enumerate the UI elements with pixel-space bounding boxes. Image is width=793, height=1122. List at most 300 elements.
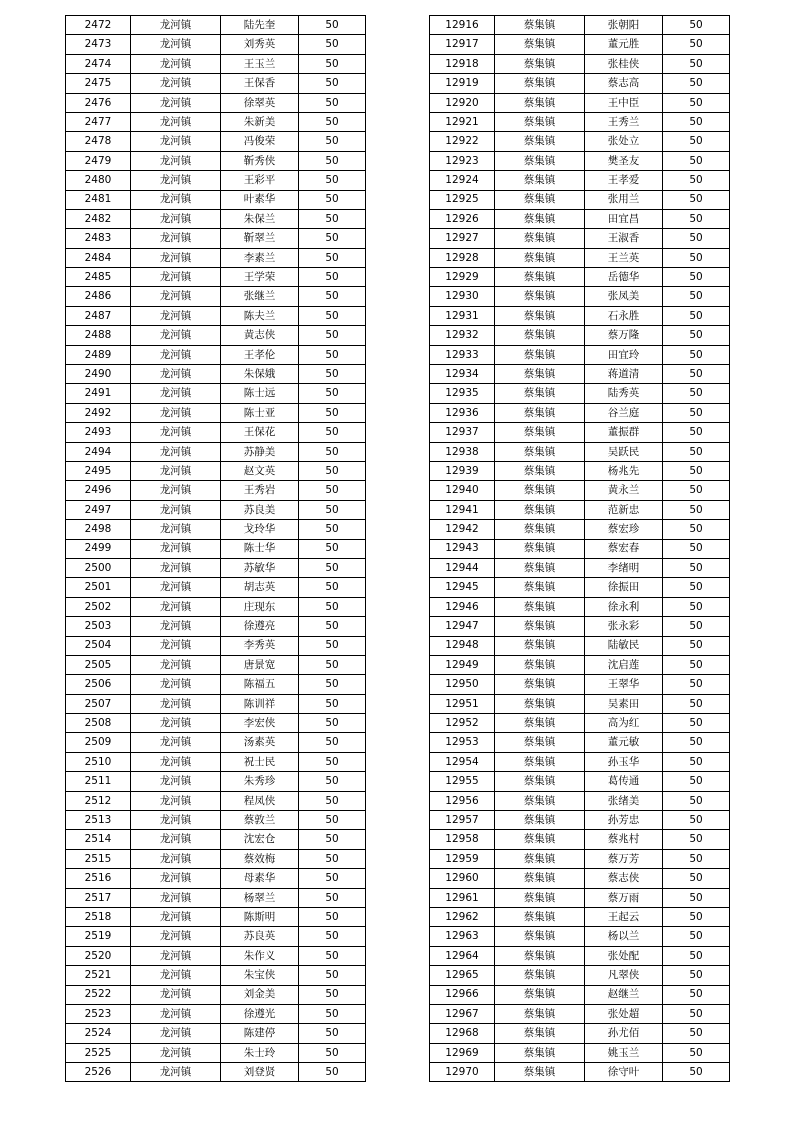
table-row [430, 539, 730, 558]
table-row [430, 423, 730, 442]
amount-cell: 50 [299, 636, 366, 655]
town-cell: 龙河镇 [131, 772, 221, 791]
amount-cell: 50 [299, 849, 366, 868]
town-cell: 龙河镇 [131, 927, 221, 946]
name-cell: 陆敏民 [585, 636, 663, 655]
town-cell: 蔡集镇 [495, 151, 585, 170]
serial-number-cell: 2475 [66, 74, 131, 93]
amount-cell: 50 [299, 16, 366, 35]
name-cell: 王彩平 [221, 171, 299, 190]
amount-cell: 50 [663, 209, 730, 228]
name-cell: 孙尤佰 [585, 1024, 663, 1043]
serial-number-cell: 2505 [66, 655, 131, 674]
name-cell: 张处超 [585, 1004, 663, 1023]
town-cell: 蔡集镇 [495, 423, 585, 442]
town-cell: 蔡集镇 [495, 326, 585, 345]
name-cell: 沈启莲 [585, 655, 663, 674]
town-cell: 蔡集镇 [495, 54, 585, 73]
table-row [430, 520, 730, 539]
table-row [430, 907, 730, 926]
amount-cell: 50 [299, 481, 366, 500]
name-cell: 靳秀侠 [221, 151, 299, 170]
amount-cell: 50 [663, 112, 730, 131]
amount-cell: 50 [663, 966, 730, 985]
amount-cell: 50 [299, 74, 366, 93]
town-cell: 龙河镇 [131, 442, 221, 461]
amount-cell: 50 [663, 54, 730, 73]
amount-cell: 50 [299, 617, 366, 636]
table-row [66, 365, 366, 384]
town-cell: 蔡集镇 [495, 1004, 585, 1023]
table-row [430, 326, 730, 345]
table-row [430, 966, 730, 985]
name-cell: 凡翠侠 [585, 966, 663, 985]
table-row [430, 927, 730, 946]
name-cell: 陈福五 [221, 675, 299, 694]
town-cell: 龙河镇 [131, 423, 221, 442]
amount-cell: 50 [663, 74, 730, 93]
town-cell: 蔡集镇 [495, 655, 585, 674]
name-cell: 张永彩 [585, 617, 663, 636]
serial-number-cell: 2507 [66, 694, 131, 713]
name-cell: 胡志英 [221, 578, 299, 597]
serial-number-cell: 2491 [66, 384, 131, 403]
town-cell: 龙河镇 [131, 1063, 221, 1082]
table-row [66, 1063, 366, 1082]
table-row [66, 326, 366, 345]
town-cell: 龙河镇 [131, 190, 221, 209]
name-cell: 苏良英 [221, 927, 299, 946]
amount-cell: 50 [663, 714, 730, 733]
name-cell: 石永胜 [585, 306, 663, 325]
name-cell: 王玉兰 [221, 54, 299, 73]
table-row [66, 268, 366, 287]
amount-cell: 50 [299, 772, 366, 791]
table-row [66, 520, 366, 539]
name-cell: 徐振田 [585, 578, 663, 597]
town-cell: 蔡集镇 [495, 927, 585, 946]
town-cell: 龙河镇 [131, 481, 221, 500]
name-cell: 蔡万隆 [585, 326, 663, 345]
name-cell: 李绪明 [585, 558, 663, 577]
town-cell: 蔡集镇 [495, 132, 585, 151]
serial-number-cell: 12918 [430, 54, 495, 73]
name-cell: 黄永兰 [585, 481, 663, 500]
name-cell: 杨翠兰 [221, 888, 299, 907]
serial-number-cell: 12955 [430, 772, 495, 791]
town-cell: 龙河镇 [131, 74, 221, 93]
serial-number-cell: 2502 [66, 597, 131, 616]
table-row [430, 151, 730, 170]
table-row [66, 442, 366, 461]
town-cell: 龙河镇 [131, 733, 221, 752]
town-cell: 龙河镇 [131, 248, 221, 267]
amount-cell: 50 [299, 229, 366, 248]
table-row [66, 617, 366, 636]
serial-number-cell: 12919 [430, 74, 495, 93]
town-cell: 龙河镇 [131, 946, 221, 965]
town-cell: 蔡集镇 [495, 985, 585, 1004]
amount-cell: 50 [299, 946, 366, 965]
table-row [430, 558, 730, 577]
name-cell: 张用兰 [585, 190, 663, 209]
amount-cell: 50 [663, 1063, 730, 1082]
table-row [66, 752, 366, 771]
name-cell: 谷兰庭 [585, 403, 663, 422]
town-cell: 龙河镇 [131, 520, 221, 539]
amount-cell: 50 [663, 733, 730, 752]
table-row [430, 772, 730, 791]
town-cell: 蔡集镇 [495, 35, 585, 54]
amount-cell: 50 [299, 365, 366, 384]
serial-number-cell: 2509 [66, 733, 131, 752]
serial-number-cell: 2510 [66, 752, 131, 771]
town-cell: 蔡集镇 [495, 946, 585, 965]
amount-cell: 50 [663, 888, 730, 907]
table-row [430, 617, 730, 636]
name-cell: 朱新美 [221, 112, 299, 131]
serial-number-cell: 12968 [430, 1024, 495, 1043]
serial-number-cell: 12947 [430, 617, 495, 636]
name-cell: 唐景宽 [221, 655, 299, 674]
serial-number-cell: 2479 [66, 151, 131, 170]
serial-number-cell: 2486 [66, 287, 131, 306]
table-row [430, 636, 730, 655]
serial-number-cell: 12945 [430, 578, 495, 597]
amount-cell: 50 [299, 869, 366, 888]
serial-number-cell: 12949 [430, 655, 495, 674]
amount-cell: 50 [299, 35, 366, 54]
table-row [430, 849, 730, 868]
table-row [66, 811, 366, 830]
town-cell: 蔡集镇 [495, 403, 585, 422]
amount-cell: 50 [299, 326, 366, 345]
amount-cell: 50 [663, 655, 730, 674]
serial-number-cell: 12923 [430, 151, 495, 170]
name-cell: 朱秀珍 [221, 772, 299, 791]
table-row [430, 752, 730, 771]
name-cell: 范新忠 [585, 500, 663, 519]
serial-number-cell: 2493 [66, 423, 131, 442]
amount-cell: 50 [299, 151, 366, 170]
table-row [430, 675, 730, 694]
table-row [66, 481, 366, 500]
town-cell: 龙河镇 [131, 888, 221, 907]
table-row [430, 403, 730, 422]
amount-cell: 50 [299, 93, 366, 112]
serial-number-cell: 2511 [66, 772, 131, 791]
table-row [66, 985, 366, 1004]
serial-number-cell: 12937 [430, 423, 495, 442]
amount-cell: 50 [299, 268, 366, 287]
amount-cell: 50 [663, 345, 730, 364]
name-cell: 王保花 [221, 423, 299, 442]
name-cell: 王保香 [221, 74, 299, 93]
serial-number-cell: 12934 [430, 365, 495, 384]
amount-cell: 50 [299, 694, 366, 713]
table-row [430, 985, 730, 1004]
table-row [430, 578, 730, 597]
name-cell: 蔡效梅 [221, 849, 299, 868]
amount-cell: 50 [299, 1024, 366, 1043]
town-cell: 龙河镇 [131, 93, 221, 112]
name-cell: 陆秀英 [585, 384, 663, 403]
town-cell: 蔡集镇 [495, 74, 585, 93]
table-row [66, 927, 366, 946]
amount-cell: 50 [299, 248, 366, 267]
table-row [66, 248, 366, 267]
table-row [66, 907, 366, 926]
serial-number-cell: 12970 [430, 1063, 495, 1082]
serial-number-cell: 12965 [430, 966, 495, 985]
name-cell: 朱作义 [221, 946, 299, 965]
table-row [66, 423, 366, 442]
amount-cell: 50 [663, 539, 730, 558]
amount-cell: 50 [299, 132, 366, 151]
table-row [430, 442, 730, 461]
amount-cell: 50 [663, 16, 730, 35]
town-cell: 蔡集镇 [495, 93, 585, 112]
serial-number-cell: 12966 [430, 985, 495, 1004]
table-row [430, 733, 730, 752]
amount-cell: 50 [663, 617, 730, 636]
table-row [430, 190, 730, 209]
serial-number-cell: 2515 [66, 849, 131, 868]
name-cell: 蔡宏春 [585, 539, 663, 558]
serial-number-cell: 12939 [430, 461, 495, 480]
amount-cell: 50 [663, 151, 730, 170]
amount-cell: 50 [299, 578, 366, 597]
amount-cell: 50 [299, 791, 366, 810]
serial-number-cell: 2498 [66, 520, 131, 539]
serial-number-cell: 2519 [66, 927, 131, 946]
table-row [430, 1024, 730, 1043]
serial-number-cell: 12961 [430, 888, 495, 907]
town-cell: 蔡集镇 [495, 248, 585, 267]
name-cell: 张绪美 [585, 791, 663, 810]
serial-number-cell: 12943 [430, 539, 495, 558]
serial-number-cell: 2516 [66, 869, 131, 888]
serial-number-cell: 12963 [430, 927, 495, 946]
amount-cell: 50 [299, 209, 366, 228]
amount-cell: 50 [663, 578, 730, 597]
name-cell: 姚玉兰 [585, 1043, 663, 1062]
town-cell: 蔡集镇 [495, 1024, 585, 1043]
name-cell: 李秀英 [221, 636, 299, 655]
town-cell: 蔡集镇 [495, 811, 585, 830]
amount-cell: 50 [299, 423, 366, 442]
town-cell: 蔡集镇 [495, 578, 585, 597]
town-cell: 龙河镇 [131, 636, 221, 655]
town-cell: 龙河镇 [131, 345, 221, 364]
table-row [430, 500, 730, 519]
amount-cell: 50 [299, 907, 366, 926]
town-cell: 龙河镇 [131, 403, 221, 422]
amount-cell: 50 [299, 675, 366, 694]
town-cell: 蔡集镇 [495, 306, 585, 325]
town-cell: 蔡集镇 [495, 384, 585, 403]
serial-number-cell: 12960 [430, 869, 495, 888]
town-cell: 龙河镇 [131, 539, 221, 558]
table-row [66, 1024, 366, 1043]
name-cell: 王孝伦 [221, 345, 299, 364]
serial-number-cell: 12941 [430, 500, 495, 519]
town-cell: 蔡集镇 [495, 694, 585, 713]
town-cell: 蔡集镇 [495, 772, 585, 791]
name-cell: 陈建停 [221, 1024, 299, 1043]
name-cell: 汤素英 [221, 733, 299, 752]
town-cell: 龙河镇 [131, 35, 221, 54]
name-cell: 赵文英 [221, 461, 299, 480]
serial-number-cell: 2492 [66, 403, 131, 422]
name-cell: 陈士远 [221, 384, 299, 403]
town-cell: 蔡集镇 [495, 209, 585, 228]
amount-cell: 50 [299, 1063, 366, 1082]
amount-cell: 50 [299, 345, 366, 364]
town-cell: 蔡集镇 [495, 268, 585, 287]
table-row [66, 287, 366, 306]
table-row [430, 16, 730, 35]
name-cell: 王秀兰 [585, 112, 663, 131]
serial-number-cell: 12957 [430, 811, 495, 830]
name-cell: 陈训祥 [221, 694, 299, 713]
serial-number-cell: 2487 [66, 306, 131, 325]
serial-number-cell: 2489 [66, 345, 131, 364]
town-cell: 龙河镇 [131, 655, 221, 674]
name-cell: 王秀岩 [221, 481, 299, 500]
amount-cell: 50 [663, 326, 730, 345]
table-row [66, 1004, 366, 1023]
name-cell: 杨以兰 [585, 927, 663, 946]
serial-number-cell: 2503 [66, 617, 131, 636]
amount-cell: 50 [299, 384, 366, 403]
name-cell: 李素兰 [221, 248, 299, 267]
amount-cell: 50 [663, 811, 730, 830]
amount-cell: 50 [663, 229, 730, 248]
serial-number-cell: 12951 [430, 694, 495, 713]
amount-cell: 50 [663, 93, 730, 112]
name-cell: 徐遵光 [221, 1004, 299, 1023]
town-cell: 蔡集镇 [495, 171, 585, 190]
table-row [66, 16, 366, 35]
serial-number-cell: 2523 [66, 1004, 131, 1023]
table-row [430, 306, 730, 325]
table-row [66, 171, 366, 190]
town-cell: 蔡集镇 [495, 1043, 585, 1062]
name-cell: 苏良美 [221, 500, 299, 519]
serial-number-cell: 2518 [66, 907, 131, 926]
serial-number-cell: 12933 [430, 345, 495, 364]
town-cell: 龙河镇 [131, 384, 221, 403]
table-row [66, 35, 366, 54]
table-row [430, 171, 730, 190]
name-cell: 李宏侠 [221, 714, 299, 733]
amount-cell: 50 [663, 461, 730, 480]
table-row [430, 1043, 730, 1062]
table-row [66, 500, 366, 519]
name-cell: 吴跃民 [585, 442, 663, 461]
town-cell: 蔡集镇 [495, 636, 585, 655]
amount-cell: 50 [663, 675, 730, 694]
town-cell: 蔡集镇 [495, 558, 585, 577]
name-cell: 冯俊荣 [221, 132, 299, 151]
town-cell: 龙河镇 [131, 112, 221, 131]
serial-number-cell: 2525 [66, 1043, 131, 1062]
serial-number-cell: 2472 [66, 16, 131, 35]
name-cell: 陈士华 [221, 539, 299, 558]
name-cell: 苏敏华 [221, 558, 299, 577]
amount-cell: 50 [663, 287, 730, 306]
amount-cell: 50 [663, 268, 730, 287]
serial-number-cell: 2477 [66, 112, 131, 131]
serial-number-cell: 12926 [430, 209, 495, 228]
name-cell: 母素华 [221, 869, 299, 888]
name-cell: 董元敏 [585, 733, 663, 752]
table-row [430, 209, 730, 228]
amount-cell: 50 [663, 442, 730, 461]
serial-number-cell: 12935 [430, 384, 495, 403]
serial-number-cell: 2508 [66, 714, 131, 733]
serial-number-cell: 12959 [430, 849, 495, 868]
town-cell: 龙河镇 [131, 714, 221, 733]
serial-number-cell: 12967 [430, 1004, 495, 1023]
name-cell: 程凤侠 [221, 791, 299, 810]
serial-number-cell: 2514 [66, 830, 131, 849]
table-row [430, 869, 730, 888]
amount-cell: 50 [663, 423, 730, 442]
town-cell: 龙河镇 [131, 151, 221, 170]
name-cell: 岳德华 [585, 268, 663, 287]
name-cell: 张桂侠 [585, 54, 663, 73]
amount-cell: 50 [299, 539, 366, 558]
serial-number-cell: 12952 [430, 714, 495, 733]
table-row [66, 597, 366, 616]
table-row [430, 1004, 730, 1023]
town-cell: 龙河镇 [131, 209, 221, 228]
table-row [430, 946, 730, 965]
table-row [66, 655, 366, 674]
name-cell: 刘秀英 [221, 35, 299, 54]
table-row [66, 74, 366, 93]
town-cell: 龙河镇 [131, 869, 221, 888]
town-cell: 蔡集镇 [495, 617, 585, 636]
name-cell: 蔡宏珍 [585, 520, 663, 539]
amount-cell: 50 [299, 190, 366, 209]
name-cell: 王淑香 [585, 229, 663, 248]
town-cell: 龙河镇 [131, 461, 221, 480]
serial-number-cell: 12927 [430, 229, 495, 248]
town-cell: 龙河镇 [131, 16, 221, 35]
serial-number-cell: 2481 [66, 190, 131, 209]
table-row [430, 655, 730, 674]
serial-number-cell: 12953 [430, 733, 495, 752]
table-row [430, 791, 730, 810]
table-row [66, 209, 366, 228]
town-cell: 蔡集镇 [495, 500, 585, 519]
town-cell: 龙河镇 [131, 1043, 221, 1062]
table-row [430, 35, 730, 54]
serial-number-cell: 12922 [430, 132, 495, 151]
serial-number-cell: 2482 [66, 209, 131, 228]
serial-number-cell: 12931 [430, 306, 495, 325]
town-cell: 蔡集镇 [495, 481, 585, 500]
name-cell: 田宜昌 [585, 209, 663, 228]
serial-number-cell: 2521 [66, 966, 131, 985]
amount-cell: 50 [663, 1004, 730, 1023]
town-cell: 蔡集镇 [495, 675, 585, 694]
amount-cell: 50 [663, 752, 730, 771]
table-row [66, 93, 366, 112]
